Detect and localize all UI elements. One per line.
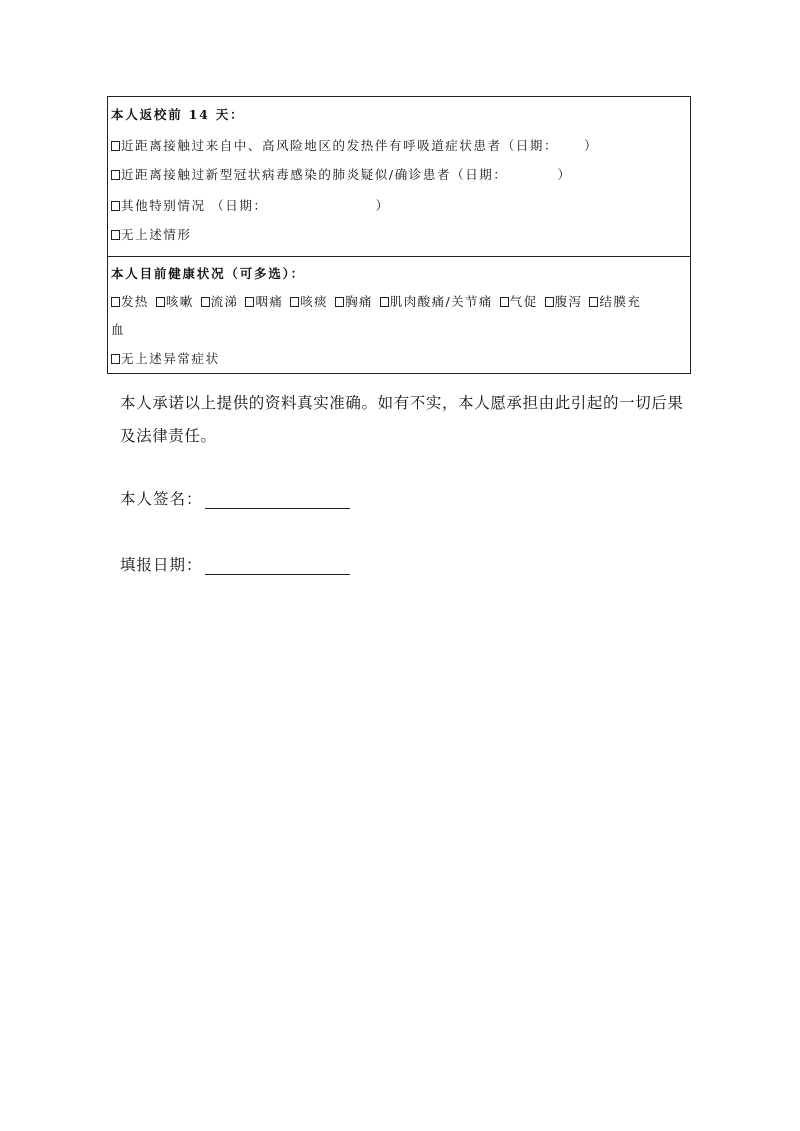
fill-date-label: 填报日期： — [120, 556, 203, 574]
symptom-option[interactable] — [156, 294, 194, 310]
pre-return-heading: 本人返校前 14 天： — [111, 107, 245, 122]
contact-high-risk-option[interactable] — [111, 138, 598, 154]
checkbox[interactable] — [589, 297, 598, 307]
symptom-option[interactable] — [500, 294, 538, 310]
option-label: 其他特别情况 （日期： — [121, 198, 268, 213]
contact-suspected-case-option[interactable] — [111, 167, 572, 183]
signature-label: 本人签名： — [120, 490, 203, 508]
checkbox[interactable] — [111, 354, 120, 364]
symptom-label: 发热 — [121, 294, 149, 309]
checkbox[interactable] — [111, 141, 120, 151]
fill-date-field[interactable] — [205, 556, 350, 575]
symptom-label: 腹泻 — [554, 294, 583, 309]
symptom-label: 流涕 — [210, 294, 239, 309]
option-label: 近距离接触过来自中、高风险地区的发热伴有呼吸道症状患者（日期： — [121, 138, 559, 153]
checkbox[interactable] — [380, 297, 389, 307]
option-label: 无上述异常症状 — [121, 351, 220, 366]
checkbox[interactable] — [335, 297, 344, 307]
health-declaration-form — [107, 96, 691, 374]
symptom-label: 肌肉酸痛/关节痛 — [389, 294, 493, 309]
pledge-statement: 本人承诺以上提供的资料真实准确。如有不实，本人愿承担由此引起的一切后果及法律责任。 — [120, 394, 684, 445]
checkbox[interactable] — [156, 297, 165, 307]
symptom-option[interactable] — [245, 294, 283, 310]
symptom-option[interactable] — [589, 294, 641, 310]
symptom-label: 咳嗽 — [165, 294, 194, 309]
checkbox[interactable] — [111, 170, 120, 180]
symptom-option[interactable] — [290, 294, 328, 310]
date-close-paren: ） — [584, 138, 599, 153]
date-close-paren: ） — [375, 198, 390, 213]
none-of-above-option[interactable] — [111, 227, 192, 243]
checkbox[interactable] — [290, 297, 299, 307]
signature-row — [120, 487, 350, 509]
health-status-section — [108, 256, 690, 374]
checkbox[interactable] — [111, 297, 120, 307]
other-special-option[interactable] — [111, 198, 390, 214]
checkbox[interactable] — [245, 297, 254, 307]
no-abnormal-symptoms-option[interactable] — [111, 351, 220, 367]
symptom-option[interactable] — [545, 294, 583, 310]
pre-return-section — [108, 97, 690, 257]
checkbox[interactable] — [111, 230, 120, 240]
option-label: 无上述情形 — [121, 227, 192, 242]
symptom-option[interactable] — [335, 294, 373, 310]
checkbox[interactable] — [201, 297, 210, 307]
symptom-label-wrap: 血 — [111, 322, 126, 337]
symptom-label: 咽痛 — [255, 294, 284, 309]
symptom-option[interactable] — [201, 294, 239, 310]
symptom-options — [111, 294, 691, 310]
health-status-heading: 本人目前健康状况（可多选）： — [111, 266, 305, 281]
checkbox[interactable] — [545, 297, 554, 307]
checkbox[interactable] — [500, 297, 509, 307]
date-close-paren: ） — [557, 167, 572, 182]
symptom-label: 胸痛 — [345, 294, 373, 309]
symptom-option[interactable] — [111, 294, 149, 310]
symptom-label: 咳痰 — [300, 294, 329, 309]
fill-date-row — [120, 553, 350, 575]
option-label: 近距离接触过新型冠状病毒感染的肺炎疑似/确诊患者（日期： — [121, 167, 508, 182]
symptom-option[interactable] — [380, 294, 493, 310]
symptom-label: 气促 — [509, 294, 538, 309]
symptom-label: 结膜充 — [599, 294, 642, 309]
checkbox[interactable] — [111, 201, 120, 211]
signature-field[interactable] — [205, 490, 350, 509]
